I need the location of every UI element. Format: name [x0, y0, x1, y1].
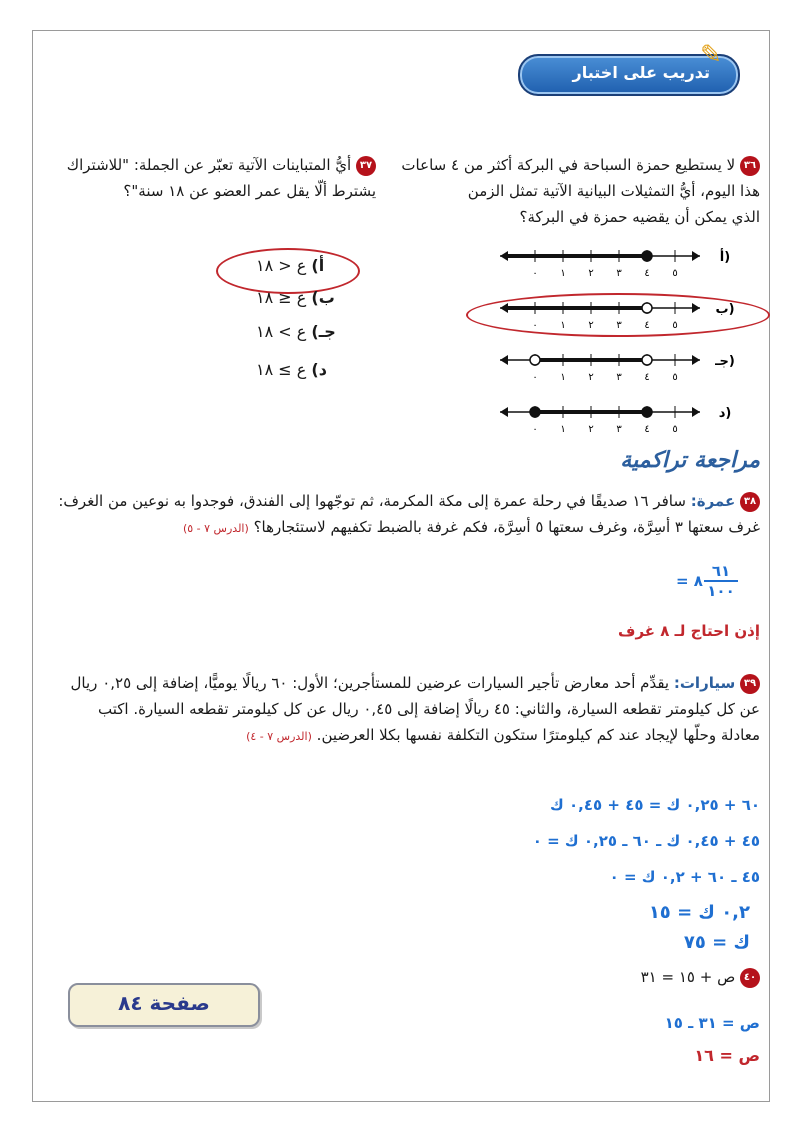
arrow-head	[692, 355, 700, 365]
q39-step-2: ٤٥ + ٠,٤٥ ك ـ ٦٠ ـ ٠,٢٥ ك = ٠	[532, 832, 760, 850]
fraction-result: ٨ =	[676, 572, 703, 590]
tick-label: ٥	[672, 424, 678, 435]
q40-step-2: ص = ١٦	[694, 1046, 760, 1065]
tick-label: ١	[560, 320, 566, 331]
q37-choice-d: د) ع ≥ ١٨	[256, 360, 327, 379]
tick-label: ٣	[616, 320, 622, 331]
question-40	[641, 964, 760, 990]
tick-label: ٣	[616, 268, 622, 279]
tick-label: ٤	[644, 320, 650, 331]
fraction-denominator: ١٠٠	[707, 582, 735, 600]
banner-title: تدريب على اختبار	[572, 63, 710, 82]
q36-line-2: هذا اليوم، أيُّ التمثيلات البيانية الآتية تمثل الزمن	[467, 182, 760, 200]
arrow-head	[500, 355, 508, 365]
q36-number-lines	[460, 238, 750, 438]
tick-label: ٠	[532, 424, 538, 435]
endpoint-dot	[530, 355, 540, 365]
choice-label: د)	[718, 406, 732, 421]
tick-label: ١	[560, 268, 566, 279]
tick-label: ٠	[532, 268, 538, 279]
q37-choice-a: أ) ع < ١٨	[256, 256, 325, 275]
tick-label: ٥	[672, 268, 678, 279]
tick-label: ١	[560, 424, 566, 435]
q37-choice-b: ب) ع ≤ ١٨	[256, 288, 335, 307]
q38-line-1: سافر ١٦ صديقًا في رحلة عمرة إلى مكة المكرمة، ثم توجّهوا إلى الفندق، فوجدوا به نوعين من الغرف:	[58, 492, 686, 510]
cumulative-review-heading: مراجعة تراكمية	[620, 448, 760, 473]
q36-line-1: لا يستطيع حمزة السباحة في البركة أكثر من ٤ ساعات	[401, 156, 736, 174]
lesson-ref: (الدرس ٧ - ٥)	[182, 522, 249, 535]
tick-label: ٤	[644, 372, 650, 383]
tick-label: ٤	[644, 268, 650, 279]
choice-label: أ)	[719, 250, 731, 265]
tick-label: ٠	[532, 372, 538, 383]
arrow-head	[692, 407, 700, 417]
pencil-icon: ✎	[700, 40, 722, 70]
q36-line-3: الذي يمكن أن يقضيه حمزة في البركة؟	[519, 208, 760, 226]
question-number-badge: ٣٦	[740, 156, 760, 176]
choice-label: جـ)	[715, 354, 735, 369]
choice-label: ب)	[715, 302, 735, 317]
question-36	[400, 152, 760, 230]
tick-label: ٤	[644, 424, 650, 435]
arrow-head	[692, 251, 700, 261]
question-number-badge: ٣٩	[740, 674, 760, 694]
tick-label: ٣	[616, 424, 622, 435]
q40-step-1: ص = ٣١ ـ ١٥	[664, 1014, 760, 1032]
endpoint-dot	[642, 407, 652, 417]
tick-label: ٠	[532, 320, 538, 331]
q38-title: عمرة:	[690, 492, 736, 510]
tick-label: ١	[560, 372, 566, 383]
q39-step-3: ٤٥ ـ ٦٠ + ٠,٢ ك = ٠	[609, 868, 760, 886]
q40-equation: ص + ١٥ = ٣١	[640, 968, 736, 986]
endpoint-dot	[642, 251, 652, 261]
q39-line-3: معادلة وحلّها لإيجاد عند كم كيلومترًا ستكون التكلفة نفسها بكلا العرضين.	[316, 726, 760, 744]
page-number-box	[68, 983, 260, 1027]
q37-choice-c: جـ) ع > ١٨	[256, 322, 336, 341]
q38-answer: إذن احتاج لـ ٨ غرف	[618, 622, 760, 640]
q37-line-1: أيُّ المتباينات الآتية تعبّر عن الجملة: "للاشتراك	[66, 156, 352, 174]
tick-label: ٢	[588, 424, 594, 435]
tick-label: ٥	[672, 372, 678, 383]
endpoint-dot	[530, 407, 540, 417]
q38-line-2: غرف سعتها ٣ أسِرَّة، وغرف سعتها ٥ أسِرَّة، فكم غرفة بالضبط تكفيهم لاستئجارها؟	[253, 518, 760, 536]
tick-label: ٥	[672, 320, 678, 331]
q37-line-2: يشترط ألّا يقل عمر العضو عن ١٨ سنة"؟	[123, 182, 376, 200]
q39-step-5: ك = ٧٥	[683, 932, 750, 953]
q39-step-4: ٠,٢ ك = ١٥	[648, 902, 750, 923]
lesson-ref: (الدرس ٧ - ٤)	[246, 730, 312, 743]
question-38	[40, 488, 760, 542]
question-37	[36, 152, 376, 204]
q39-title: سيارات:	[673, 674, 736, 692]
tick-label: ٢	[588, 320, 594, 331]
question-number-badge: ٤٠	[740, 968, 760, 988]
q39-step-1: ٦٠ + ٠,٢٥ ك = ٤٥ + ٠,٤٥ ك	[550, 796, 760, 814]
tick-label: ٢	[588, 372, 594, 383]
endpoint-dot	[642, 355, 652, 365]
question-number-badge: ٣٨	[740, 492, 760, 512]
q39-line-1: يقدِّم أحد معارض تأجير السيارات عرضين للمستأجرين؛ الأول: ٦٠ ريالًا يوميًّا، إضافة إلى ٠,٢٥ ريال	[70, 674, 670, 692]
fraction-numerator: ٦١	[704, 562, 738, 582]
page-number: صفحة ٨٤	[118, 991, 210, 1015]
tick-label: ٣	[616, 372, 622, 383]
question-number-badge: ٣٧	[356, 156, 376, 176]
selected-answer-circle	[466, 293, 770, 337]
tick-label: ٢	[588, 268, 594, 279]
q39-line-2: عن كل كيلومتر تقطعه السيارة، والثاني: ٤٥ ريالًا إضافة إلى ٠,٤٥ ريال عن كل كيلومتر تقطعه السيارة. اكتب	[98, 700, 760, 718]
arrow-head	[500, 407, 508, 417]
question-39	[40, 670, 760, 750]
